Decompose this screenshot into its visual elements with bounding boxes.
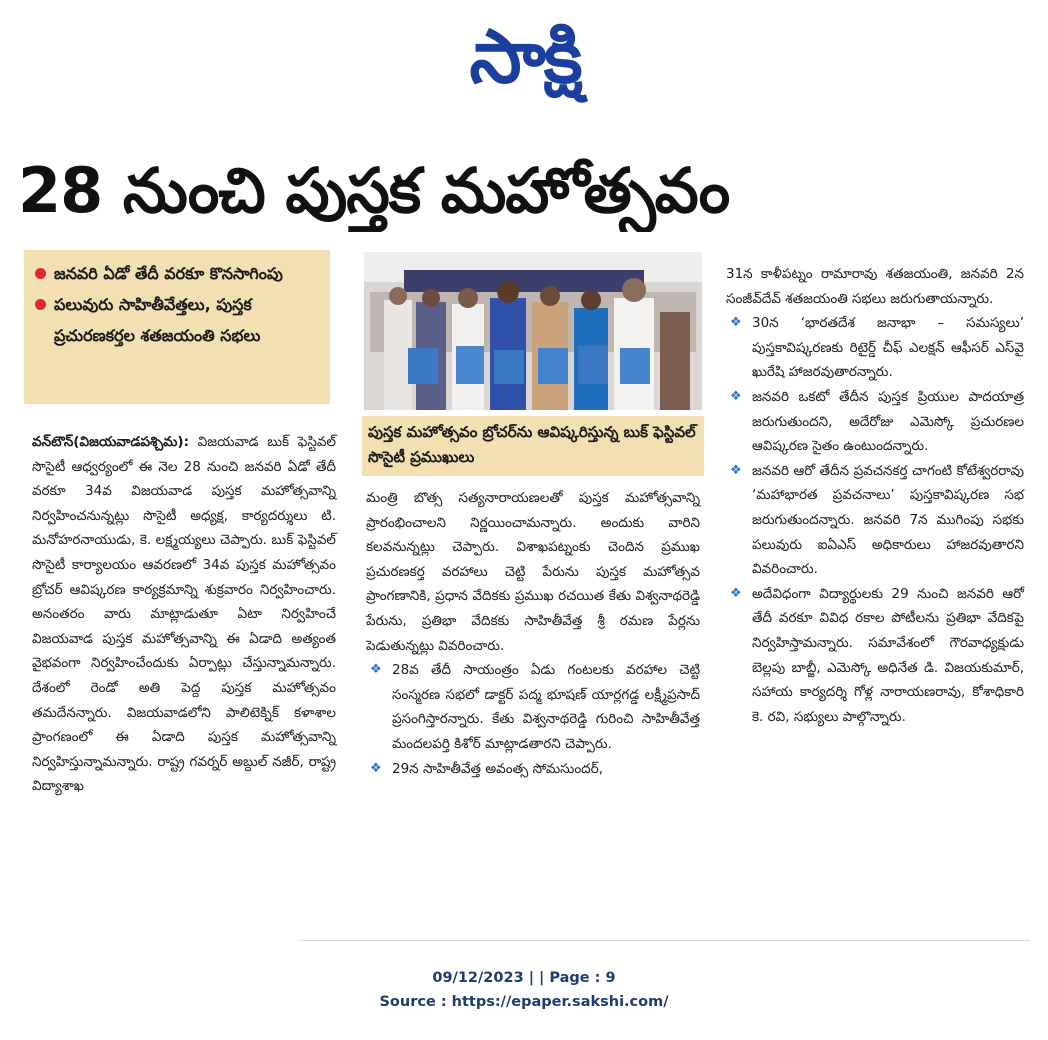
bullet-paragraph [726, 311, 1024, 385]
article-column-1 [32, 430, 336, 799]
highlights-box [24, 250, 330, 404]
diamond-bullet-icon: ❖ [730, 585, 742, 601]
article-paragraph: 31న కాళీపట్నం రామారావు శతజయంతి, జనవరి 2న సంజీవ్‌దేవ్‌ శతజయంతి సభలు జరుగుతాయన్నారు. [726, 266, 1024, 307]
photo-caption: పుస్తక మహోత్సవం బ్రోచర్‌ను ఆవిష్కరిస్తున్న బుక్‌ ఫెస్టివల్‌ సొసైటీ ప్రముఖులు [362, 416, 704, 476]
column-bottom-rule [300, 940, 1030, 941]
bullet-paragraph [726, 459, 1024, 582]
diamond-bullet-icon: ❖ [730, 388, 742, 404]
bullet-paragraph [366, 757, 700, 782]
highlight-text: పలువురు సాహితీవేత్తలు, పుస్తక ప్రచురణకర్తల శతజయంతి సభలు [54, 295, 261, 345]
highlight-text: జనవరి ఏడో తేదీ వరకూ కొనసాగింపు [54, 264, 283, 283]
page-footer [0, 966, 1048, 1014]
article-body: విజయవాడ బుక్‌ ఫెస్టివల్‌ సొసైటీ ఆధ్వర్యంలో ఈ నెల 28 నుంచి జనవరి ఏడో తేదీ వరకూ 34వ విజయవాడ పుస్తక మహోత్సవాన్ని నిర్వహించనున్నట్లు సొసైటీ అధ్యక్ష, కార్యదర్శులు టి. మనోహరనాయుడు, కె. లక్ష్మయ్యలు చెప్పారు. బుక్‌ ఫెస్టివల్‌ సొసైటీ కార్యాలయం ఆవరణలో 34వ పుస్తక మహోత్సవం బ్రోచర్‌ ఆవిష్కరణ కార్యక్రమాన్ని శుక్రవారం నిర్వహించారు. అనంతరం వారు మాట్లాడుతూ ఏటా నిర్వహించే విజయవాడ పుస్తక మహోత్సవాన్ని ఈ ఏడాది అత్యంత వైభవంగా నిర్వహించేందుకు ఏర్పాట్లు చేస్తున్నామన్నారు. దేశంలో రెండో అతి పెద్ద పుస్తక మహోత్సవం తమదేనన్నారు. విజయవాడలోని పాలిటెక్నిక్‌ కళాశాల ప్రాంగణంలో ఈ ఏడాది పుస్తక మహోత్సవాన్ని నిర్వహిస్తున్నామన్నారు. రాష్ట్ర గవర్నర్‌ అబ్దుల్‌ నజీర్‌, రాష్ట్ర విద్యాశాఖ [32, 434, 336, 795]
diamond-bullet-icon: ❖ [370, 662, 382, 678]
article-paragraph [32, 430, 336, 799]
bullet-paragraph [726, 582, 1024, 730]
highlight-item [32, 258, 324, 289]
bullet-text: 30న ‘భారతదేశ జనాభా – సమస్యలు’ పుస్తకావిష్కరణకు రిటైర్డ్‌ చీఫ్‌ ఎలక్షన్‌ ఆఫీసర్‌ ఎస్‌వై ఖురేషి హాజరవుతారన్నారు. [752, 315, 1024, 381]
bullet-text: అదేవిధంగా విద్యార్థులకు 29 నుంచి జనవరి ఆరో తేదీ వరకూ వివిధ రకాల పోటీలను ప్రతిభా వేదికపై నిర్వహిస్తామన్నారు. సమావేశంలో గౌరవాధ్యక్షుడు బెల్లపు బాబ్జీ, ఎమెస్కో అధినేత డి. విజయకుమార్‌, సహాయ కార్యదర్శి గోళ్ల నారాయణరావు, కోశాధికారి కె. రవి, సభ్యులు పాల్గొన్నారు. [752, 585, 1024, 725]
bullet-text: 29న సాహితీవేత్త అవంత్స సోమసుందర్‌, [392, 760, 604, 777]
article-paragraph: మంత్రి బొత్స సత్యనారాయణలతో పుస్తక మహోత్సవాన్ని ప్రారంభించాలని నిర్ణయించామన్నారు. అందుకు వారిని కలవనున్నట్లు చెప్పారు. విశాఖపట్నంకు చెందిన ప్రముఖ ప్రచురణకర్త వరహాలు చెట్టి పేరును పుస్తక మహోత్సవ ప్రాంగణానికి, ప్రధాన వేదికకు ప్రముఖ రచయిత కేతు విశ్వనాథరెడ్డి పేరును, ప్రతిభా వేదికకు సాహితీవేత్త శ్రీ రమణ పేర్లను పెడుతున్నట్లు వివరించారు. [366, 490, 700, 654]
diamond-bullet-icon: ❖ [370, 760, 382, 776]
highlight-item [32, 289, 324, 351]
footer-source: Source : https://epaper.sakshi.com/ [379, 994, 669, 1010]
red-bullet-icon [35, 299, 46, 310]
red-bullet-icon [35, 268, 46, 279]
sakshi-logo: సాక్షి [469, 14, 581, 100]
diamond-bullet-icon: ❖ [730, 315, 742, 331]
dateline: వన్‌టౌన్‌(విజయవాడపశ్చిమ): [32, 434, 190, 450]
headline: 28 నుంచి పుస్తక మహోత్సవం [18, 154, 730, 227]
footer-date-page: 09/12/2023 | | Page : 9 [432, 970, 616, 986]
bullet-text: జనవరి ఆరో తేదీన ప్రవచనకర్త చాగంటి కోటేశ్వరరావు ‘మహాభారత ప్రవచనాలు’ పుస్తకావిష్కరణ సభ జరుగుతుందన్నారు. జనవరి 7న ముగింపు సభకు పలువురు ఐఏఎస్‌ అధికారులు హాజరవుతారని వివరించారు. [752, 462, 1024, 578]
bullet-text: 28వ తేదీ సాయంత్రం ఏడు గంటలకు వరహాల చెట్టి సంస్మరణ సభలో డాక్టర్‌ పద్మ భూషణ్‌ యార్లగడ్డ లక్ష్మీప్రసాద్‌ ప్రసంగిస్తారన్నారు. కేతు విశ్వనాథరెడ్డి గురించి సాహితీవేత్త మందలపర్తి కిశోర్‌ మాట్లాడతారని చెప్పారు. [392, 662, 700, 752]
bullet-text: జనవరి ఒకటో తేదీన పుస్తక ప్రియుల పాదయాత్ర జరుగుతుందని, అదేరోజు ఎమెస్కో ప్రచురణల ఆవిష్కరణ సైతం ఉంటుందన్నారు. [752, 388, 1024, 455]
article-column-2 [366, 486, 700, 781]
event-photo [364, 252, 702, 410]
bullet-paragraph [726, 385, 1024, 459]
article-column-3 [726, 262, 1024, 729]
bullet-paragraph [366, 658, 700, 756]
diamond-bullet-icon: ❖ [730, 462, 742, 478]
